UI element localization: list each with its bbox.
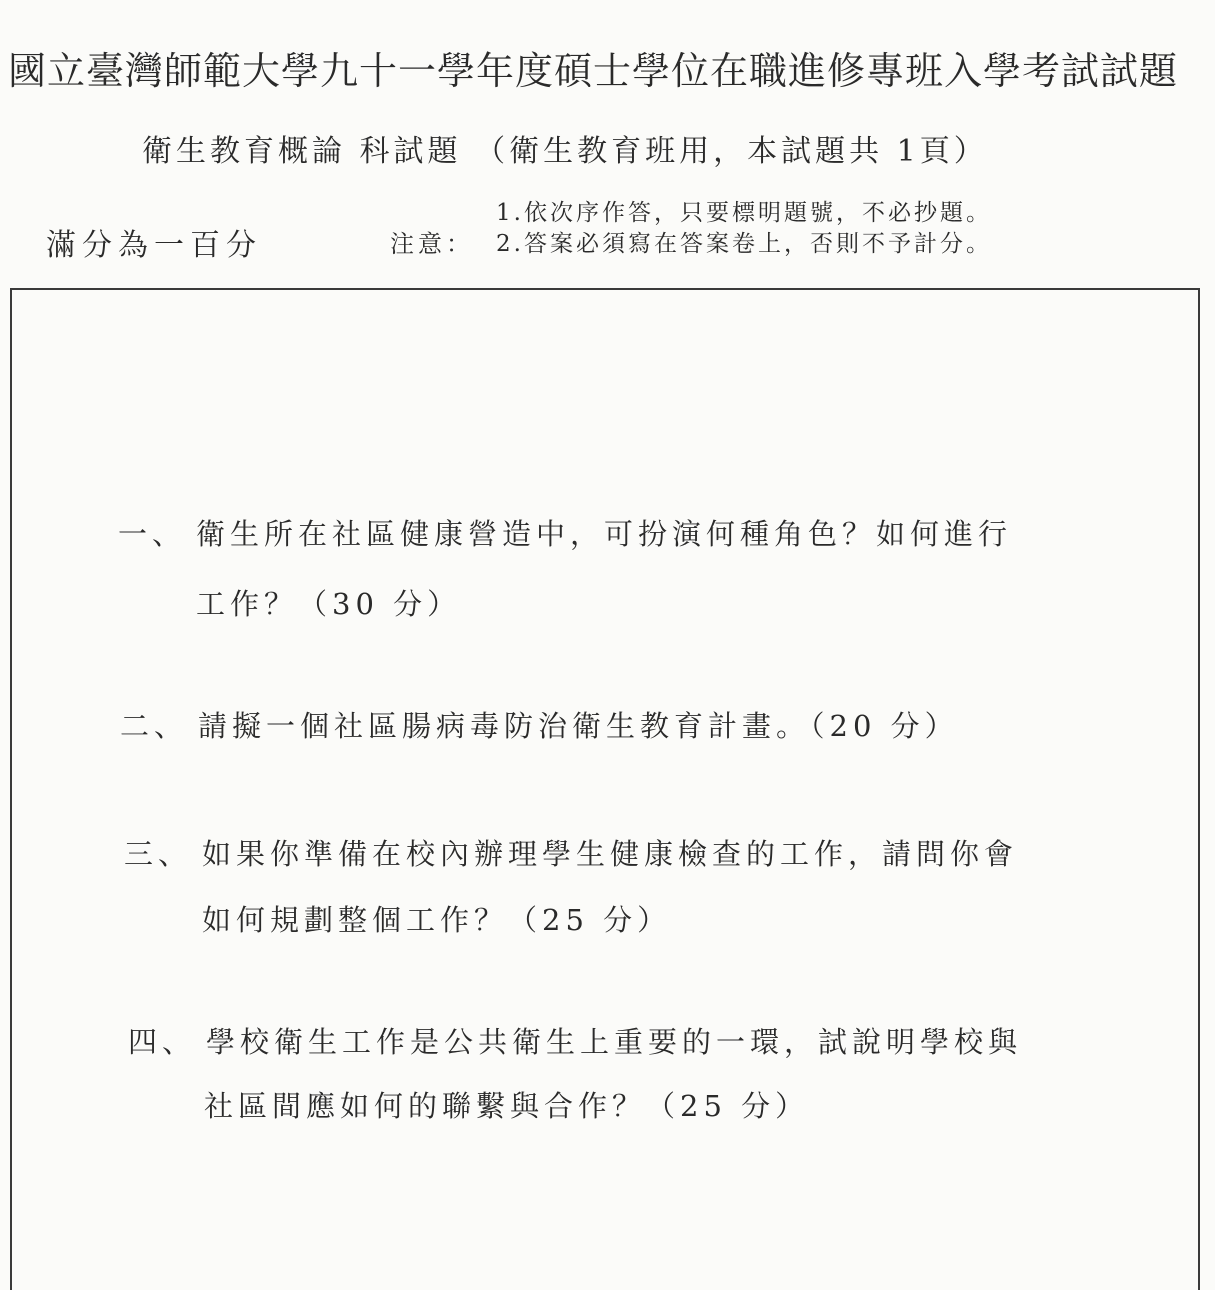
question-text: 如果你準備在校內辦理學生健康檢查的工作，請問你會 bbox=[202, 837, 1019, 871]
notice-item: 2.答案必須寫在答案卷上，否則不予計分。 bbox=[496, 231, 992, 257]
question-number: 二、 bbox=[120, 709, 189, 743]
question-4-continuation: 社區間應如何的聯繫與合作？（25 分） bbox=[204, 1089, 810, 1123]
question-number: 三、 bbox=[124, 837, 193, 871]
question-frame bbox=[10, 288, 1200, 1290]
full-score-text: 滿分為一百分 bbox=[46, 228, 262, 263]
notice-label: 注意： bbox=[390, 230, 474, 258]
notice-item: 1.依次序作答，只要標明題號，不必抄題。 bbox=[496, 200, 992, 226]
exam-subtitle: 衛生教育概論 科試題 （衛生教育班用，本試題共 1頁） bbox=[142, 134, 988, 169]
question-1 bbox=[118, 512, 1012, 553]
question-1-continuation: 工作？（30 分） bbox=[196, 587, 462, 621]
question-number: 四、 bbox=[128, 1025, 197, 1059]
question-2 bbox=[120, 704, 959, 745]
question-text: 學校衛生工作是公共衛生上重要的一環，試說明學校與 bbox=[206, 1025, 1023, 1059]
question-text: 衛生所在社區健康營造中，可扮演何種角色？如何進行 bbox=[196, 517, 1013, 551]
question-number: 一、 bbox=[118, 517, 187, 551]
question-3-continuation: 如何規劃整個工作？（25 分） bbox=[202, 903, 672, 937]
notice-list bbox=[496, 198, 992, 260]
question-4 bbox=[128, 1020, 1022, 1061]
question-3 bbox=[124, 832, 1018, 873]
exam-title: 國立臺灣師範大學九十一學年度碩士學位在職進修專班入學考試試題 bbox=[8, 49, 1179, 93]
question-text: 請擬一個社區腸病毒防治衛生教育計畫。（20 分） bbox=[198, 709, 959, 743]
